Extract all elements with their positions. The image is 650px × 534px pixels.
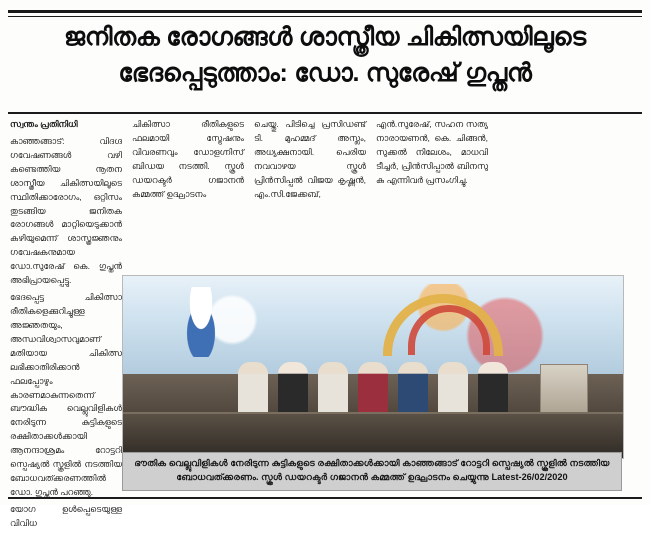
- headline-line-2: ഭേദപ്പെടുത്താം: ഡോ. സുരേഷ് ഗുപ്തൻ: [118, 58, 532, 87]
- column-2: [132, 118, 244, 205]
- paragraph: ഭേദപ്പെട്ട ചികിത്സാ രീതികളെക്കുറിച്ചുള്ള അജ്ഞതയും, അന്ധവിശ്വാസവുമാണ് മതിയായ ചികിത്സ ലഭിക്കാതിരിക്കാൻ ഫലപ്പോഴും കാരണമാകുന്നതെന്ന് ബൗദ്ധിക വെല്ലുവിളികൾ നേരിടുന്ന കുട്ടികളുടെ രക്ഷിതാക്കൾക്കായി ആനന്ദാശ്രമം റോട്ടറി സ്പെഷ്യൽ സ്കൂളിൽ നടത്തിയ ബോധവത്ക്കരണത്തിൽ ഡോ. ഗുപ്തൻ പറഞ്ഞു.: [10, 292, 122, 497]
- bottom-rule: [8, 497, 642, 499]
- column-3: [254, 118, 366, 205]
- seated-person: [358, 362, 388, 414]
- paragraph: ചെയ്തു. പിടിച്ചെ പ്രസിഡണ്ട് ടി. മുഹമ്മദ് അസ്ലം, അധ്യക്ഷനായി. പെരിയ നവവാഴയ സ്കൂൾ പ്രിൻസിപ്പൽ വിജയ കൃഷ്ണൻ, എം.സി.ജേക്കബ്,: [254, 119, 366, 199]
- top-rule: [8, 10, 642, 13]
- paragraph: യോഗ ഉൾപ്പെടെയുള്ള വിവിധ: [10, 503, 122, 528]
- photo-caption: [122, 452, 622, 491]
- caption-date: Latest-26/02/2020: [491, 471, 568, 482]
- top-rule-thin: [8, 16, 642, 17]
- paragraph: ചികിത്സാ രീതികളുടെ ഫലമായി സ്ട്രേഷനും വിവരണവും ഡോളഗ്നിസ് ബിഡയ നടത്തി. സ്കൂൾ ഡയറക്ടർ ഗജാനൻ കമ്മത്ത് ഉദ്ഘാടനം: [132, 119, 244, 199]
- headline: [12, 20, 638, 91]
- seated-person: [398, 362, 428, 414]
- headline-line-1: ജനിതക രോഗങ്ങൾ ശാസ്ത്രീയ ചികിത്സയിലൂടെ: [64, 23, 586, 51]
- cartoon-character-icon: [178, 287, 224, 357]
- caption-text: ഭൗതിക വെല്ലുവിളികൾ നേരിടുന്ന കുട്ടികളുടെ രക്ഷിതാക്കൾക്കായി കാഞ്ഞങ്ങാട് റോട്ടറി സ്പെഷ്യൽ സ്കൂളിൽ നടത്തിയ ബോധവത്ക്കരണം. സ്കൂൾ ഡയറക്ടർ ഗജാനൻ കമ്മത്ത് ഉദ്ഘാടനം ചെയ്യുന്നു: [134, 458, 610, 482]
- byline: സ്വന്തം പ്രതിനിധി: [10, 119, 78, 129]
- seated-person: [238, 362, 268, 414]
- seated-person: [278, 362, 308, 414]
- seated-person: [478, 362, 508, 414]
- photo-image: [123, 276, 623, 458]
- paragraph: കാഞ്ഞങ്ങാട്: വിദഗ്ദ ഗവേഷണങ്ങൾ വഴി കണ്ടെത്തിയ നൂതന ശാസ്ത്രീയ ചികിത്സയിലൂടെ സ്ഥിതിക്കാരോഗം, ഒറ്റിസം തുടങ്ങിയ ജനിതക രോഗങ്ങൾ മാറ്റിയെടുക്കാൻ കഴിയുമെന്ന് ശാസ്ത്രജ്ഞനും ഗവേഷകനുമായ ഡോ.സുരേഷ് കെ. ഗുപ്തൻ അഭിപ്രായപ്പെട്ടു.: [10, 135, 122, 286]
- article-photo: [122, 275, 624, 459]
- headline-underline: [8, 112, 642, 114]
- seated-person: [318, 362, 348, 414]
- paragraph: എൻ.സുരേഷ്, സഹന സത്യ നാരായണൻ, കെ. ചിങ്ങൻ, സുക്കൽ നിലേശം, മാധവി ടീച്ചർ, പ്രിൻസിപ്പാൽ ബിനസു കു എന്നിവർ പ്രസംഗിച്ചു.: [376, 119, 488, 185]
- column-1: [10, 118, 122, 534]
- seated-person: [438, 362, 468, 414]
- column-4: [376, 118, 488, 191]
